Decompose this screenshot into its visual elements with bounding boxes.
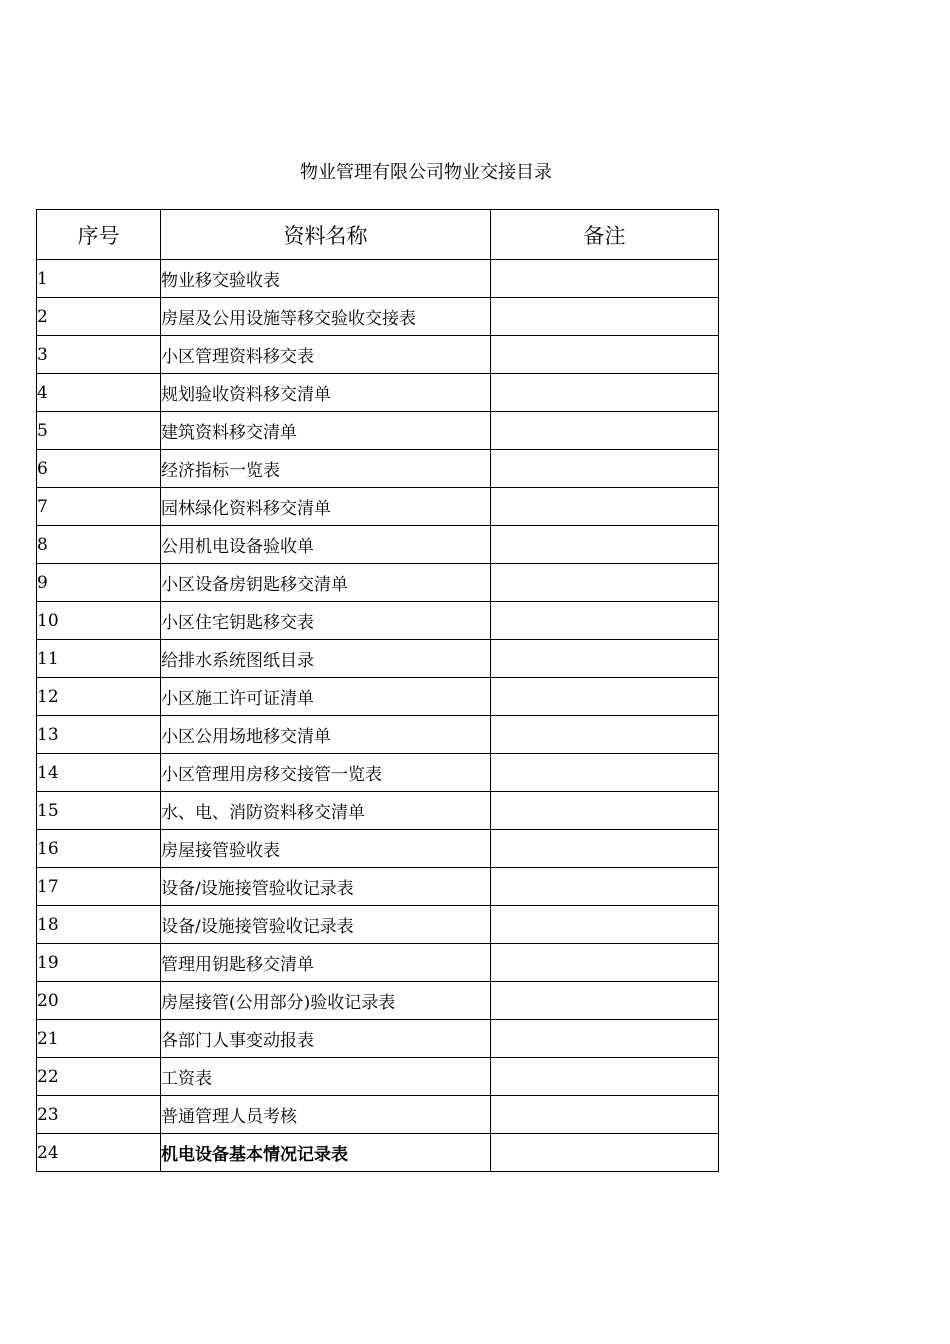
table-row <box>37 792 719 830</box>
header-name: 资料名称 <box>161 210 491 260</box>
row-index: 24 <box>37 1134 161 1172</box>
table-row <box>37 906 719 944</box>
table-row <box>37 298 719 336</box>
table-row <box>37 602 719 640</box>
row-document-name: 工资表 <box>161 1058 491 1096</box>
row-index: 16 <box>37 830 161 868</box>
table-row <box>37 450 719 488</box>
table-row <box>37 260 719 298</box>
row-document-name: 管理用钥匙移交清单 <box>161 944 491 982</box>
table-row <box>37 336 719 374</box>
row-document-name: 公用机电设备验收单 <box>161 526 491 564</box>
table-row <box>37 678 719 716</box>
row-note <box>491 450 719 488</box>
row-document-name: 规划验收资料移交清单 <box>161 374 491 412</box>
row-document-name: 小区公用场地移交清单 <box>161 716 491 754</box>
row-index: 21 <box>37 1020 161 1058</box>
row-document-name: 小区设备房钥匙移交清单 <box>161 564 491 602</box>
row-index: 12 <box>37 678 161 716</box>
row-document-name: 各部门人事变动报表 <box>161 1020 491 1058</box>
row-index: 18 <box>37 906 161 944</box>
row-index: 6 <box>37 450 161 488</box>
row-note <box>491 602 719 640</box>
table-row <box>37 374 719 412</box>
row-note <box>491 1058 719 1096</box>
table-row <box>37 982 719 1020</box>
table-row <box>37 640 719 678</box>
table-row <box>37 716 719 754</box>
table-row <box>37 944 719 982</box>
row-index: 1 <box>37 260 161 298</box>
table-row <box>37 830 719 868</box>
row-document-name: 设备/设施接管验收记录表 <box>161 906 491 944</box>
row-note <box>491 1020 719 1058</box>
row-note <box>491 488 719 526</box>
row-note <box>491 260 719 298</box>
row-index: 22 <box>37 1058 161 1096</box>
row-note <box>491 716 719 754</box>
row-document-name: 园林绿化资料移交清单 <box>161 488 491 526</box>
row-document-name: 房屋接管验收表 <box>161 830 491 868</box>
row-document-name: 房屋及公用设施等移交验收交接表 <box>161 298 491 336</box>
row-document-name: 普通管理人员考核 <box>161 1096 491 1134</box>
table-body <box>37 260 719 1172</box>
row-note <box>491 640 719 678</box>
table-header <box>37 210 719 260</box>
row-note <box>491 944 719 982</box>
row-note <box>491 526 719 564</box>
row-document-name: 小区住宅钥匙移交表 <box>161 602 491 640</box>
row-index: 15 <box>37 792 161 830</box>
row-document-name: 物业移交验收表 <box>161 260 491 298</box>
table-row <box>37 526 719 564</box>
row-index: 10 <box>37 602 161 640</box>
row-index: 8 <box>37 526 161 564</box>
table-row <box>37 412 719 450</box>
row-index: 7 <box>37 488 161 526</box>
header-note: 备注 <box>491 210 719 260</box>
row-note <box>491 336 719 374</box>
row-note <box>491 982 719 1020</box>
row-document-name: 设备/设施接管验收记录表 <box>161 868 491 906</box>
row-document-name: 房屋接管(公用部分)验收记录表 <box>161 982 491 1020</box>
row-note <box>491 868 719 906</box>
row-note <box>491 754 719 792</box>
row-index: 4 <box>37 374 161 412</box>
row-index: 19 <box>37 944 161 982</box>
row-index: 13 <box>37 716 161 754</box>
table-row <box>37 488 719 526</box>
row-note <box>491 412 719 450</box>
table-row <box>37 754 719 792</box>
row-index: 5 <box>37 412 161 450</box>
row-index: 11 <box>37 640 161 678</box>
row-index: 23 <box>37 1096 161 1134</box>
row-index: 2 <box>37 298 161 336</box>
table-row <box>37 868 719 906</box>
row-document-name: 经济指标一览表 <box>161 450 491 488</box>
table-row <box>37 1020 719 1058</box>
row-document-name: 小区管理资料移交表 <box>161 336 491 374</box>
header-index: 序号 <box>37 210 161 260</box>
row-document-name: 机电设备基本情况记录表 <box>161 1134 491 1172</box>
row-document-name: 给排水系统图纸目录 <box>161 640 491 678</box>
row-document-name: 小区管理用房移交接管一览表 <box>161 754 491 792</box>
catalog-table <box>36 209 719 1172</box>
row-index: 20 <box>37 982 161 1020</box>
row-index: 9 <box>37 564 161 602</box>
table-row <box>37 1058 719 1096</box>
row-note <box>491 792 719 830</box>
row-note <box>491 298 719 336</box>
row-note <box>491 678 719 716</box>
row-note <box>491 564 719 602</box>
row-index: 3 <box>37 336 161 374</box>
row-index: 17 <box>37 868 161 906</box>
table-row <box>37 564 719 602</box>
row-document-name: 小区施工许可证清单 <box>161 678 491 716</box>
row-note <box>491 374 719 412</box>
row-note <box>491 906 719 944</box>
row-note <box>491 830 719 868</box>
header-row <box>37 210 719 260</box>
row-note <box>491 1096 719 1134</box>
row-document-name: 建筑资料移交清单 <box>161 412 491 450</box>
table-row <box>37 1134 719 1172</box>
row-index: 14 <box>37 754 161 792</box>
row-note <box>491 1134 719 1172</box>
row-document-name: 水、电、消防资料移交清单 <box>161 792 491 830</box>
table-row <box>37 1096 719 1134</box>
document-title: 物业管理有限公司物业交接目录 <box>300 162 552 183</box>
